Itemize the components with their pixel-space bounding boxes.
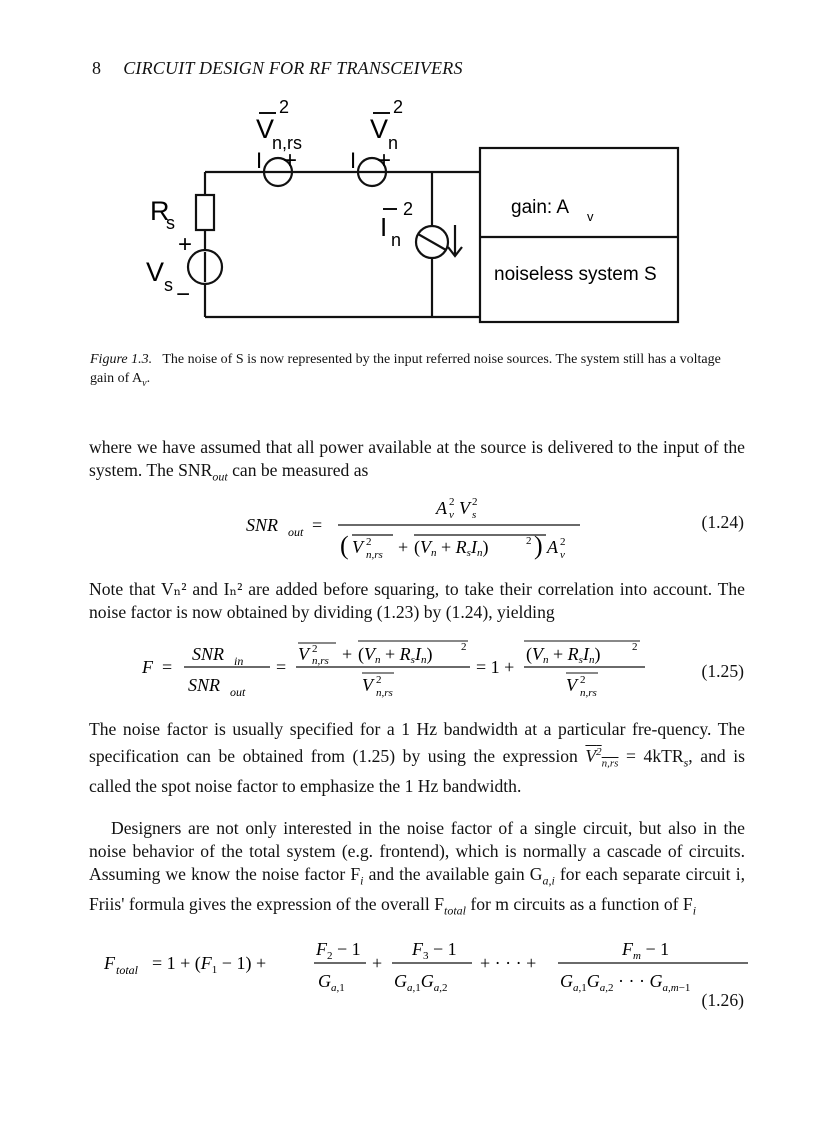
svg-text:2: 2 — [366, 536, 372, 548]
noise-current-source-in — [416, 225, 462, 258]
eq-1-24-number: (1.24) — [701, 512, 744, 532]
svg-text:F: F — [142, 657, 153, 677]
svg-text:n,rs: n,rs — [580, 687, 597, 699]
p3-text-b: = 4kTR — [618, 745, 684, 766]
svg-text:Ga,1: $G_{a,}1$ — [318, 971, 345, 994]
svg-text:V: V — [298, 644, 309, 664]
p4-sub-i: i — [360, 873, 364, 888]
svg-text:2: 2 — [560, 536, 566, 548]
gain-label: gain: A — [511, 197, 570, 218]
p2-text: Note that Vₙ² and Iₙ² are added before squaring, to take their correlation into account. The noise factor is now obtained by dividing (1.23) by (1.24), yielding — [89, 579, 745, 622]
svg-text:SNR: SNR — [192, 644, 225, 664]
vn-plus: + — [377, 147, 392, 174]
svg-text:s: s — [472, 509, 477, 521]
figure-caption — [90, 350, 746, 393]
svg-text:n,rs: n,rs — [312, 655, 329, 667]
svg-text:SNR: SNR — [188, 675, 221, 695]
svg-text:n,rs: n,rs — [366, 549, 383, 561]
equation-1-25 — [140, 636, 660, 706]
p1-text: where we have assumed that all power available at the source is delivered to the input of the system. The SNR — [89, 437, 745, 480]
svg-text:+ · · · +: + · · · + — [480, 953, 537, 973]
svg-text:2: 2 — [449, 496, 455, 508]
p4-sub-total: total — [443, 903, 466, 918]
svg-text:out: out — [288, 525, 304, 539]
voltage-source-vs — [188, 250, 222, 284]
svg-text:F3 − 1: $F_3 - 1$ — [412, 939, 457, 962]
vn-main: V — [370, 114, 389, 144]
in-sup: 2 — [403, 199, 414, 219]
svg-text:2: 2 — [312, 643, 318, 655]
vnrs-plus: + — [283, 147, 298, 174]
rs-main: R — [150, 196, 170, 226]
svg-text:(Vn + RsIn): (Vn + RsIn) — [526, 644, 601, 666]
svg-text:= 1 +: = 1 + — [476, 657, 515, 677]
page-number: 8 — [92, 58, 102, 78]
svg-text:total: total — [116, 963, 139, 977]
svg-text:F: F — [104, 953, 115, 973]
p3-vnrs: $V^2_{n,rs}$ — [585, 745, 619, 770]
p4-text: Designers are not only interested in the noise factor of a single circuit, but also in the noise behavior of the total system (e.g. frontend), which is normally a cascade of circuits. Assuming we know the noise factor F — [89, 818, 745, 884]
p4-text-d: for m circuits as a function of F — [466, 893, 693, 914]
caption-end: . — [146, 371, 151, 386]
svg-text:(Vn + RsIn): (Vn + RsIn) — [358, 644, 433, 666]
svg-text:2: 2 — [580, 674, 586, 686]
svg-text:(: ( — [340, 531, 349, 560]
svg-text:V: V — [459, 498, 470, 518]
paragraph-3 — [89, 718, 745, 798]
svg-text:2: 2 — [472, 496, 478, 508]
svg-text:= 1 + (F1 − 1) +: = $1 + (F_1 - 1)$ + — [152, 953, 267, 976]
eq-1-26-number: (1.26) — [701, 990, 744, 1010]
resistor-rs — [196, 195, 214, 230]
svg-text:V: V — [362, 675, 373, 695]
svg-text:): ) — [534, 531, 543, 560]
vnrs-sup: 2 — [279, 97, 290, 117]
equation-1-24 — [240, 490, 600, 570]
system-label: noiseless system S — [494, 264, 657, 285]
svg-text:(Vn + RsIn): (Vn + RsIn) — [414, 537, 489, 559]
svg-text:A: A — [547, 537, 558, 557]
svg-text:2: 2 — [632, 641, 638, 653]
svg-text:F2 − 1: $F_2 - 1$ — [316, 939, 361, 962]
svg-text:v: v — [449, 509, 454, 521]
svg-text:V: V — [352, 537, 363, 557]
paragraph-1 — [89, 436, 745, 489]
rs-sub: s — [166, 213, 175, 233]
circuit-diagram — [0, 0, 816, 340]
svg-text:+: + — [398, 537, 409, 557]
p3-sub-s: s — [683, 755, 689, 770]
paragraph-4 — [89, 817, 745, 922]
svg-text:2: 2 — [526, 535, 532, 547]
svg-text:Ga,1Ga,2 · · · Ga,m−1: $G_{a,}1G_{a,}2$ · · · $G_{a,m}-1$ — [560, 971, 691, 994]
caption-text: The noise of S is now represented by the input referred noise sources. The system still has a voltage gain of A — [90, 352, 721, 386]
svg-text:v: v — [560, 549, 565, 561]
vnrs-main: V — [256, 114, 275, 144]
svg-text:V: V — [566, 675, 577, 695]
system-box — [480, 148, 678, 322]
svg-text:SNR: SNR — [246, 515, 279, 535]
svg-text:2: 2 — [376, 674, 382, 686]
p3-text-c: , and is called the spot noise factor to emphasize the 1 Hz bandwidth. — [89, 745, 745, 797]
paragraph-2 — [89, 578, 745, 624]
gain-sub: v — [587, 209, 594, 224]
p1-end: can be measured as — [227, 460, 369, 480]
svg-text:+: + — [342, 644, 353, 664]
svg-text:n,rs: n,rs — [376, 687, 393, 699]
svg-text:=: = — [312, 515, 323, 535]
svg-text:out: out — [230, 685, 246, 699]
p4-sub-ai: a,i — [542, 873, 555, 888]
caption-sub: v — [142, 377, 147, 389]
p1-sub: out — [212, 469, 228, 484]
svg-text:Fm − 1: $F_m - 1$ — [622, 939, 670, 962]
vs-main: V — [146, 257, 165, 287]
equation-1-26 — [100, 935, 760, 1005]
p3-text-a: The noise factor is usually specified for a 1 Hz bandwidth at a particular fre-quency. The specification can be obtained from (1.25) by using the expression — [89, 719, 745, 766]
caption-label: Figure 1.3. — [90, 352, 153, 367]
svg-text:in: in — [234, 654, 244, 668]
vn-minus-mark: I — [350, 148, 357, 173]
vn-sub: n — [388, 133, 399, 153]
svg-text:+: + — [372, 953, 383, 973]
svg-text:=: = — [276, 657, 287, 677]
svg-text:Ga,1Ga,2: $G_{a,}1G_{a,}2$ — [394, 971, 448, 994]
p4-text-b: and the available gain G — [363, 864, 543, 884]
vs-plus: + — [178, 231, 193, 258]
running-title: CIRCUIT DESIGN FOR RF TRANSCEIVERS — [123, 58, 463, 78]
vs-sub: s — [164, 275, 173, 295]
vnrs-minus-mark: I — [256, 148, 263, 173]
svg-text:A: A — [436, 498, 447, 518]
in-sub: n — [391, 230, 402, 250]
in-main: I — [380, 212, 388, 242]
eq-1-25-number: (1.25) — [701, 661, 744, 681]
p4-text-c: for each separate circuit i, Friis' formula gives the expression of the overall F — [89, 864, 745, 914]
vnrs-sub: n,rs — [272, 133, 303, 153]
svg-text:=: = — [162, 657, 173, 677]
svg-text:2: 2 — [461, 641, 467, 653]
vn-sup: 2 — [393, 97, 404, 117]
vs-minus: − — [176, 281, 191, 308]
p4-sub-i2: i — [692, 903, 697, 918]
